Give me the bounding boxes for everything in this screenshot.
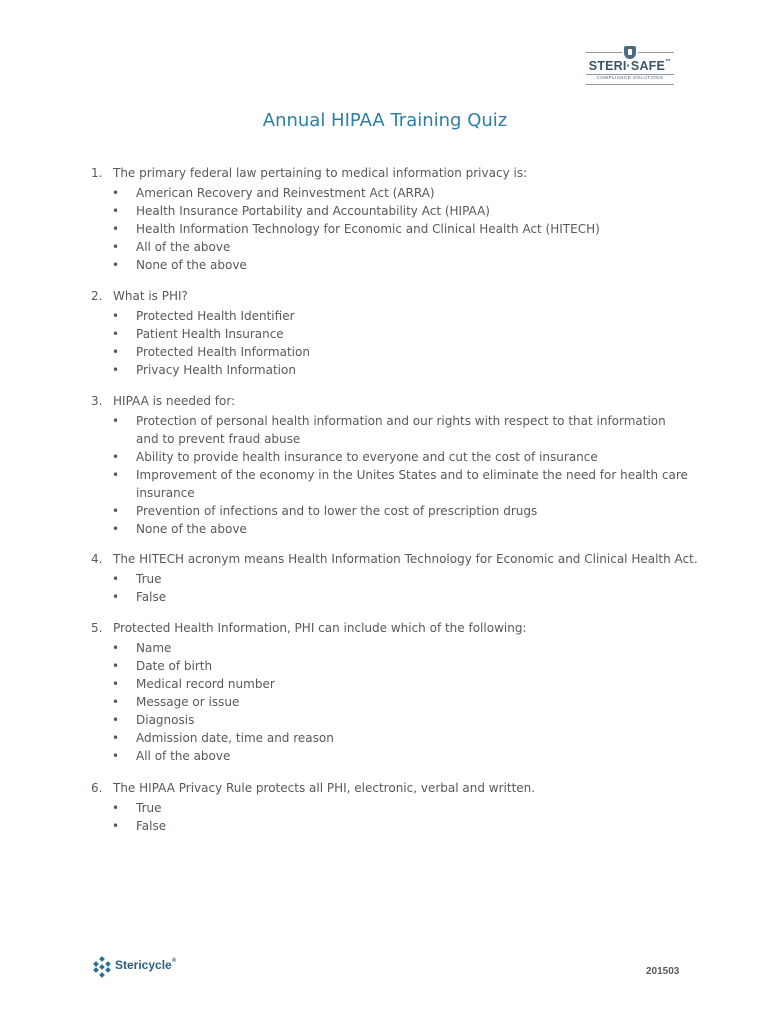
- answer-option-text: Ability to provide health insurance to everyone and cut the cost of insurance: [136, 450, 598, 464]
- question-4: [91, 552, 698, 566]
- question-number: 6.: [91, 781, 103, 795]
- logo-rule-left: [586, 52, 622, 53]
- answer-option: [112, 729, 692, 747]
- answer-option-text: True: [136, 572, 162, 586]
- question-text: The HITECH acronym means Health Information Technology for Economic and Clinical Health Act.: [113, 552, 698, 566]
- answer-option: [112, 325, 692, 343]
- page-title: Annual HIPAA Training Quiz: [262, 110, 508, 131]
- answer-option: [112, 307, 692, 325]
- answer-option-text: True: [136, 801, 162, 815]
- question-text: The primary federal law pertaining to medical information privacy is:: [113, 166, 528, 180]
- bullet-icon: •: [112, 504, 120, 518]
- answer-option-text: All of the above: [136, 749, 231, 763]
- answer-option-text: Medical record number: [136, 677, 275, 691]
- bullet-icon: •: [112, 819, 120, 833]
- question-6: [91, 781, 535, 795]
- bullet-icon: •: [112, 695, 120, 709]
- logo-rule-bottom: [586, 84, 674, 85]
- question-text: Protected Health Information, PHI can include which of the following:: [113, 621, 527, 635]
- answer-option-text: Message or issue: [136, 695, 240, 709]
- question-text: HIPAA is needed for:: [113, 394, 236, 408]
- answer-option: [112, 343, 692, 361]
- answer-option: [112, 502, 692, 520]
- bullet-icon: •: [112, 258, 120, 272]
- answer-option: [112, 238, 692, 256]
- answer-option-text: Health Information Technology for Economic and Clinical Health Act (HITECH): [136, 222, 600, 236]
- answer-option: [112, 256, 692, 274]
- answer-option-text: None of the above: [136, 522, 247, 536]
- answer-option-text: False: [136, 819, 167, 833]
- logo-tagline: COMPLIANCE SOLUTIONS: [596, 75, 664, 80]
- bullet-icon: •: [112, 590, 120, 604]
- bullet-icon: •: [112, 450, 120, 464]
- answer-option-text: Date of birth: [136, 659, 213, 673]
- bullet-icon: •: [112, 572, 120, 586]
- answer-option-text: Admission date, time and reason: [136, 731, 334, 745]
- answer-option: [112, 747, 692, 765]
- bullet-icon: •: [112, 677, 120, 691]
- question-text: The HIPAA Privacy Rule protects all PHI, electronic, verbal and written.: [113, 781, 536, 795]
- answer-option: [112, 588, 692, 606]
- stericycle-mark-icon: [92, 957, 112, 977]
- document-code: 201503: [646, 966, 680, 977]
- answer-option-text: Diagnosis: [136, 713, 195, 727]
- answer-option-text: Protected Health Information: [136, 345, 310, 359]
- question-number: 4.: [91, 552, 103, 566]
- answer-option: [112, 220, 692, 238]
- answer-option: [112, 657, 692, 675]
- question-1: [91, 166, 527, 180]
- answer-option: [112, 361, 692, 379]
- bullet-icon: •: [112, 713, 120, 727]
- answer-option: [112, 639, 692, 657]
- answer-option: [112, 448, 692, 466]
- answer-option-text: Prevention of infections and to lower the cost of prescription drugs: [136, 504, 538, 518]
- answer-option: [112, 520, 692, 538]
- answer-option: [112, 711, 692, 729]
- answer-option: [112, 202, 692, 220]
- question-number: 3.: [91, 394, 103, 408]
- bullet-icon: •: [112, 731, 120, 745]
- answer-option: [112, 570, 692, 588]
- steri-safe-logo: [584, 44, 676, 88]
- bullet-icon: •: [112, 801, 120, 815]
- bullet-icon: •: [112, 240, 120, 254]
- answer-option-text: Protection of personal health information and our rights with respect to that information and to prevent fraud abuse: [136, 414, 666, 446]
- bullet-icon: •: [112, 345, 120, 359]
- answer-option-text: All of the above: [136, 240, 231, 254]
- bullet-icon: •: [112, 327, 120, 341]
- question-number: 5.: [91, 621, 103, 635]
- answer-option: [112, 184, 692, 202]
- answer-option: [112, 675, 692, 693]
- bullet-icon: •: [112, 659, 120, 673]
- answer-option-text: Health Insurance Portability and Accountability Act (HIPAA): [136, 204, 490, 218]
- company-name: Stericycle®: [115, 958, 177, 972]
- answer-option: [112, 466, 692, 502]
- answer-option-text: Patient Health Insurance: [136, 327, 284, 341]
- answer-option-text: False: [136, 590, 167, 604]
- question-text: What is PHI?: [113, 289, 188, 303]
- answer-option-text: Protected Health Identifier: [136, 309, 295, 323]
- question-2: [91, 289, 188, 303]
- bullet-icon: •: [112, 414, 120, 428]
- question-5: [91, 621, 526, 635]
- logo-rule-right: [638, 52, 674, 53]
- answer-option-text: Name: [136, 641, 172, 655]
- answer-option: [112, 817, 692, 835]
- bullet-icon: •: [112, 641, 120, 655]
- answer-option-text: Improvement of the economy in the Unites States and to eliminate the need for health care insurance: [136, 468, 688, 500]
- question-number: 2.: [91, 289, 103, 303]
- question-3: [91, 394, 235, 408]
- answer-option: [112, 412, 692, 448]
- answer-option: [112, 799, 692, 817]
- shield-icon: [624, 46, 636, 59]
- answer-option-text: American Recovery and Reinvestment Act (ARRA): [136, 186, 435, 200]
- bullet-icon: •: [112, 204, 120, 218]
- question-number: 1.: [91, 166, 103, 180]
- bullet-icon: •: [112, 749, 120, 763]
- bullet-icon: •: [112, 309, 120, 323]
- logo-brand: STERI·SAFE™: [588, 59, 672, 73]
- answer-option-text: Privacy Health Information: [136, 363, 296, 377]
- bullet-icon: •: [112, 186, 120, 200]
- answer-option-text: None of the above: [136, 258, 247, 272]
- bullet-icon: •: [112, 468, 120, 482]
- bullet-icon: •: [112, 363, 120, 377]
- bullet-icon: •: [112, 522, 120, 536]
- bullet-icon: •: [112, 222, 120, 236]
- answer-option: [112, 693, 692, 711]
